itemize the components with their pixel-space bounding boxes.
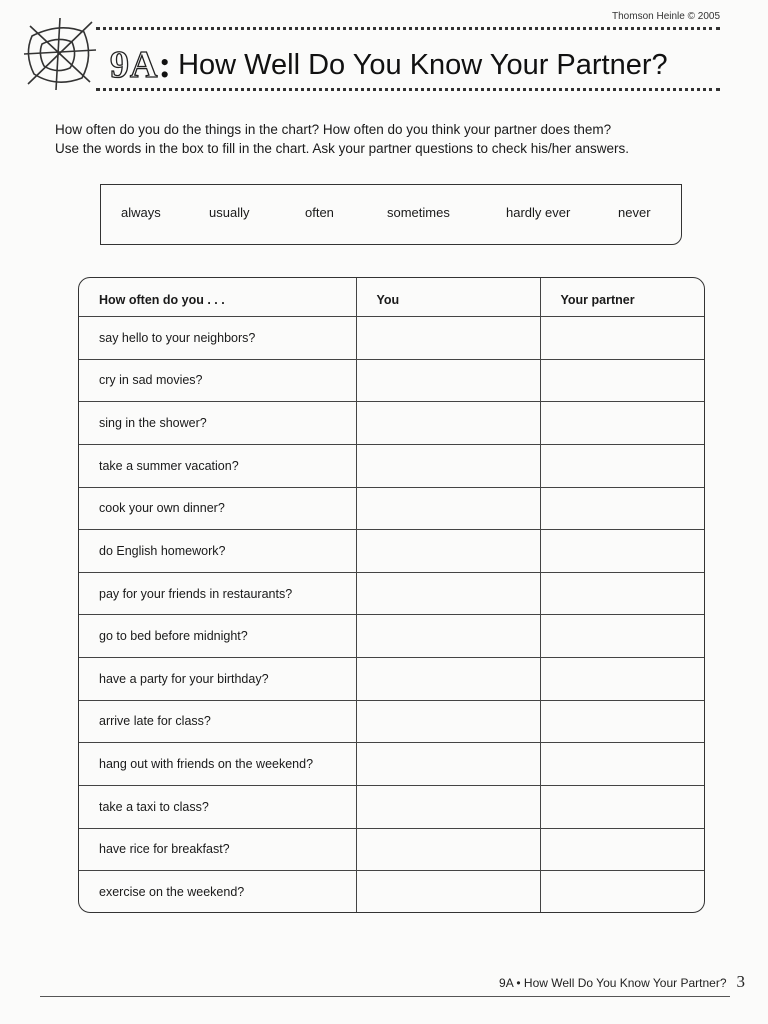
activity-question: pay for your friends in restaurants?: [79, 572, 356, 615]
footer-title: 9A • How Well Do You Know Your Partner?: [499, 976, 727, 990]
partner-answer-cell[interactable]: [540, 700, 704, 743]
you-answer-cell[interactable]: [356, 743, 540, 786]
partner-answer-cell[interactable]: [540, 530, 704, 573]
footer-rule: [40, 996, 730, 997]
chart-row: [79, 572, 704, 615]
you-answer-cell[interactable]: [356, 871, 540, 912]
you-answer-cell[interactable]: [356, 530, 540, 573]
activity-question: cook your own dinner?: [79, 487, 356, 530]
activity-question: take a summer vacation?: [79, 444, 356, 487]
you-answer-cell[interactable]: [356, 615, 540, 658]
chart-row: [79, 871, 704, 912]
copyright-notice: Thomson Heinle © 2005: [612, 11, 720, 22]
partner-answer-cell[interactable]: [540, 572, 704, 615]
you-answer-cell[interactable]: [356, 658, 540, 701]
chart-row: [79, 530, 704, 573]
activity-question: go to bed before midnight?: [79, 615, 356, 658]
partner-answer-cell[interactable]: [540, 402, 704, 445]
activity-question: have a party for your birthday?: [79, 658, 356, 701]
header-partner: Your partner: [540, 278, 704, 317]
title-colon: :: [158, 44, 173, 86]
bottom-dotted-rule: [96, 88, 720, 91]
chart-table: [79, 278, 704, 912]
partner-answer-cell[interactable]: [540, 785, 704, 828]
you-answer-cell[interactable]: [356, 359, 540, 402]
word-hardly-ever: hardly ever: [506, 205, 571, 220]
chart-row: [79, 615, 704, 658]
partner-answer-cell[interactable]: [540, 828, 704, 871]
page-title: How Well Do You Know Your Partner?: [178, 48, 668, 81]
chart-row: [79, 444, 704, 487]
partner-answer-cell[interactable]: [540, 871, 704, 912]
word-box: [100, 184, 682, 245]
partner-answer-cell[interactable]: [540, 317, 704, 360]
page-number: 3: [736, 972, 745, 991]
activity-question: do English homework?: [79, 530, 356, 573]
you-answer-cell[interactable]: [356, 700, 540, 743]
word-sometimes: sometimes: [387, 205, 450, 220]
partner-answer-cell[interactable]: [540, 743, 704, 786]
activity-question: arrive late for class?: [79, 700, 356, 743]
chart-row: [79, 487, 704, 530]
activity-question: hang out with friends on the weekend?: [79, 743, 356, 786]
partner-answer-cell[interactable]: [540, 359, 704, 402]
activity-question: sing in the shower?: [79, 402, 356, 445]
partner-answer-cell[interactable]: [540, 487, 704, 530]
chart-row: [79, 700, 704, 743]
chart-row: [79, 743, 704, 786]
you-answer-cell[interactable]: [356, 828, 540, 871]
page-footer: [380, 972, 745, 992]
you-answer-cell[interactable]: [356, 487, 540, 530]
word-never: never: [618, 205, 651, 220]
activity-question: cry in sad movies?: [79, 359, 356, 402]
chart-row: [79, 658, 704, 701]
chart-header-row: [79, 278, 704, 317]
activity-question: exercise on the weekend?: [79, 871, 356, 912]
header-activity: How often do you . . .: [79, 278, 356, 317]
instructions: [55, 120, 735, 158]
word-always: always: [121, 205, 161, 220]
spider-web-icon: [20, 14, 100, 94]
instruction-line: How often do you do the things in the chart? How often do you think your partner does them?: [55, 122, 612, 137]
chart-row: [79, 317, 704, 360]
activity-question: take a taxi to class?: [79, 785, 356, 828]
chart-row: [79, 785, 704, 828]
partner-answer-cell[interactable]: [540, 444, 704, 487]
you-answer-cell[interactable]: [356, 402, 540, 445]
top-dotted-rule: [96, 27, 720, 30]
activity-question: say hello to your neighbors?: [79, 317, 356, 360]
page-heading: [110, 42, 668, 88]
activity-question: have rice for breakfast?: [79, 828, 356, 871]
you-answer-cell[interactable]: [356, 785, 540, 828]
you-answer-cell[interactable]: [356, 444, 540, 487]
activity-code: 9A: [110, 44, 159, 86]
word-often: often: [305, 205, 334, 220]
you-answer-cell[interactable]: [356, 317, 540, 360]
chart-row: [79, 402, 704, 445]
instruction-line: Use the words in the box to fill in the chart. Ask your partner questions to check his/her answers.: [55, 141, 630, 156]
chart-row: [79, 828, 704, 871]
you-answer-cell[interactable]: [356, 572, 540, 615]
header-you: You: [356, 278, 540, 317]
frequency-chart: [78, 277, 705, 913]
partner-answer-cell[interactable]: [540, 615, 704, 658]
word-usually: usually: [209, 205, 250, 220]
chart-row: [79, 359, 704, 402]
partner-answer-cell[interactable]: [540, 658, 704, 701]
